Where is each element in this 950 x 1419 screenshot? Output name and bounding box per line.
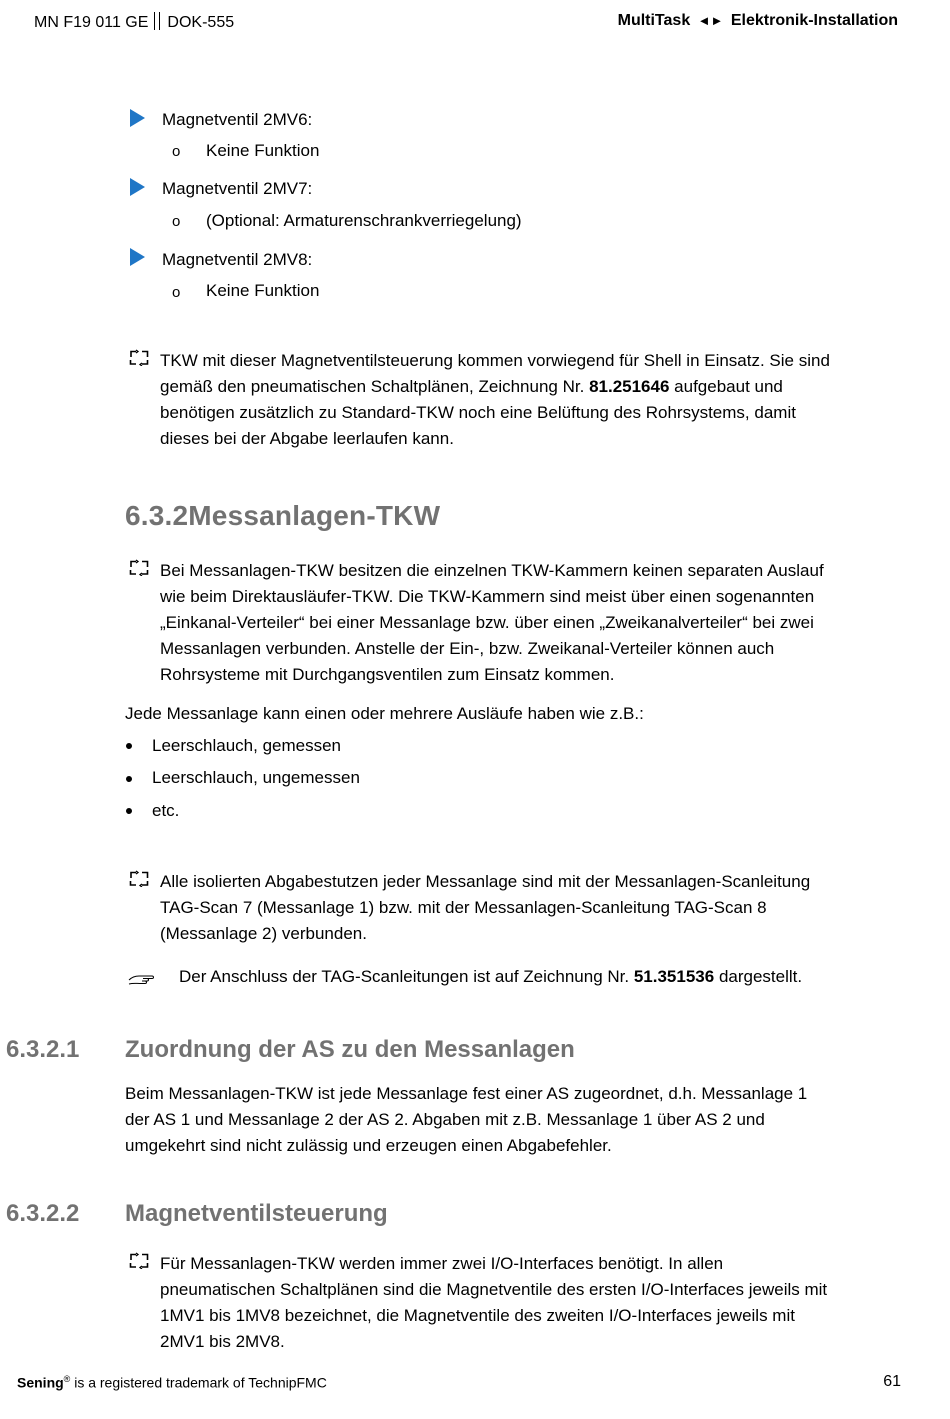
header-arrows: ◄► (697, 13, 724, 28)
text-line: Alle isolierten Abgabestutzen jeder Messanlage sind mit der Messanlagen-Scanleitung (160, 872, 811, 891)
text-span: aufgebaut und (674, 377, 783, 396)
list-item: etc. (152, 801, 180, 820)
note-icon (128, 870, 150, 887)
triangle-bullet-icon (130, 109, 145, 127)
circle-bullet: o (172, 213, 181, 230)
header-doc-code: DOK-555 (167, 14, 235, 31)
list-item: Leerschlauch, gemessen (152, 736, 342, 755)
section-title: Zuordnung der AS zu den Messanlagen (125, 1036, 575, 1063)
header-title (618, 12, 898, 30)
list-item: Leerschlauch, ungemessen (152, 768, 360, 787)
text-span: gemäß den pneumatischen Schaltplänen, Zeichnung Nr. (160, 377, 585, 396)
note-icon (128, 1252, 150, 1269)
text-line: Für Messanlagen-TKW werden immer zwei I/O-Interfaces benötigt. In allen (160, 1254, 724, 1273)
footer-trademark (17, 1374, 327, 1391)
text-line: benötigen zusätzlich zu Standard-TKW noch eine Belüftung des Rohrsystems, damit (160, 403, 796, 422)
intro-text: Jede Messanlage kann einen oder mehrere Ausläufe haben wie z.B.: (125, 704, 644, 723)
note-paragraph (160, 869, 901, 947)
valve-label: Magnetventil 2MV7: (162, 179, 313, 198)
text-line: Rohrsysteme mit Durchgangsventilen zum Einsatz kommen. (160, 665, 615, 684)
drawing-number: 81.251646 (589, 377, 670, 396)
triangle-bullet-icon (130, 178, 145, 196)
note-paragraph (160, 1251, 901, 1355)
hint-text (179, 964, 802, 990)
text-line: (Messanlage 2) verbunden. (160, 924, 367, 943)
pointing-hand-icon (128, 969, 158, 987)
note-paragraph (160, 348, 901, 452)
text-line: wie beim Direktausläufer-TKW. Die TKW-Kammern sind meist über einen sogenannten (160, 587, 815, 606)
section-title: Magnetventilsteuerung (125, 1200, 388, 1227)
section-heading: 6.3.2Messanlagen-TKW (125, 500, 441, 531)
page-number: 61 (883, 1373, 901, 1390)
note-icon (128, 559, 150, 576)
circle-bullet: o (172, 284, 181, 301)
section-number: 6.3.2.2 (6, 1200, 80, 1227)
text-line: 1MV1 bis 1MV8 bezeichnet, die Magnetventile des zweiten I/O-Interfaces jeweils mit (160, 1306, 795, 1325)
text-line: 2MV1 bis 2MV8. (160, 1332, 285, 1351)
text-line: TKW mit dieser Magnetventilsteuerung kommen vorwiegend für Shell in Einsatz. Sie sind (160, 351, 830, 370)
text-line (160, 374, 901, 400)
text-line: Beim Messanlagen-TKW ist jede Messanlage fest einer AS zugeordnet, d.h. Messanlage 1 (125, 1084, 808, 1103)
bullet-dot (126, 743, 132, 749)
valve-label: Magnetventil 2MV6: (162, 110, 313, 129)
valve-detail: (Optional: Armaturenschrankverriegelung) (206, 211, 522, 230)
text-line: TAG-Scan 7 (Messanlage 1) bzw. mit der Messanlagen-Scanleitung TAG-Scan 8 (160, 898, 767, 917)
note-paragraph (160, 558, 901, 688)
circle-bullet: o (172, 143, 181, 160)
body-paragraph (125, 1081, 901, 1159)
valve-detail: Keine Funktion (206, 141, 320, 160)
header-separator (154, 12, 160, 30)
header-doc-id: MN F19 011 GE DOK-555 (34, 14, 235, 31)
header-section: Elektronik-Installation (730, 12, 898, 29)
text-span: Der Anschluss der TAG-Scanleitungen ist auf Zeichnung Nr. (179, 967, 630, 986)
triangle-bullet-icon (130, 248, 145, 266)
text-line: dieses bei der Abgabe leerlaufen kann. (160, 429, 454, 448)
brand-name: Sening (17, 1374, 64, 1391)
valve-detail: Keine Funktion (206, 281, 320, 300)
registered-mark: ® (63, 1374, 71, 1384)
header-product: MultiTask (617, 12, 691, 29)
text-line: umgekehrt sind nicht zulässig und erzeugen einen Abgabefehler. (125, 1136, 612, 1155)
text-span: dargestellt. (718, 967, 803, 986)
text-line: der AS 1 und Messanlage 2 der AS 2. Abgaben mit z.B. Messanlage 1 über AS 2 und (125, 1110, 765, 1129)
trademark-text: is a registered trademark of TechnipFMC (70, 1374, 327, 1391)
bullet-dot (126, 808, 132, 814)
drawing-number: 51.351536 (633, 967, 715, 986)
text-line: Bei Messanlagen-TKW besitzen die einzelnen TKW-Kammern keinen separaten Auslauf (160, 561, 824, 580)
text-line: Messanlagen verbunden. Anstelle der Ein-, bzw. Zweikanal-Verteiler können auch (160, 639, 775, 658)
text-line: „Einkanal-Verteiler“ bei einer Messanlage bzw. über einen „Zweikanalverteiler“ bei zwei (160, 613, 814, 632)
valve-label: Magnetventil 2MV8: (162, 250, 313, 269)
text-line: pneumatischen Schaltplänen sind die Magnetventile des ersten I/O-Interfaces jeweils mit (160, 1280, 828, 1299)
bullet-dot (126, 776, 132, 782)
note-icon (128, 349, 150, 366)
section-number: 6.3.2.1 (6, 1036, 80, 1063)
